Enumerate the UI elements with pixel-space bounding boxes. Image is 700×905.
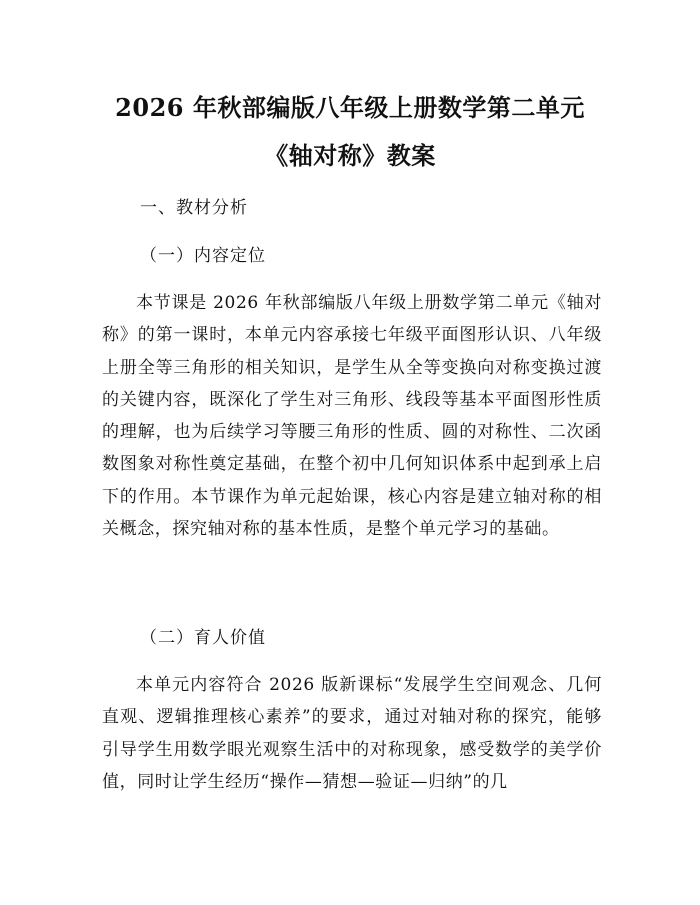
subsection-heading-content-positioning: （一）内容定位 — [140, 246, 266, 266]
subsection-heading-educational-value: （二）育人价值 — [140, 628, 266, 648]
paragraph-content-positioning: 本节课是 2026 年秋部编版八年级上册数学第二单元《轴对称》的第一课时，本单元内容承接七年级平面图形认识、八年级上册全等三角形的相关知识，是学生从全等变换向对称变换过渡的关键内容，既深化了学生对三角形、线段等基本平面图形性质的理解，也为后续学习等腰三角形的性质、圆的对称性、二次函数图象对称性奠定基础，在整个初中几何知识体系中起到承上启下的作用。本节课作为单元起始课，核心内容是建立轴对称的相关概念，探究轴对称的基本性质，是整个单元学习的基础。 — [102, 293, 602, 540]
document-title-line-2: 《轴对称》教案 — [264, 141, 436, 170]
paragraph-educational-value: 本单元内容符合 2026 版新课标“发展学生空间观念、几何直观、逻辑推理核心素养”的要求，通过对轴对称的探究，能够引导学生用数学眼光观察生活中的对称现象，感受数学的美学价值，同时让学生经历“操作—猜想—验证—归纳”的几 — [102, 675, 602, 792]
section-heading-teaching-material-analysis: 一、教材分析 — [140, 198, 248, 218]
document-title-line-1: 2026 年秋部编版八年级上册数学第二单元 — [115, 93, 585, 122]
